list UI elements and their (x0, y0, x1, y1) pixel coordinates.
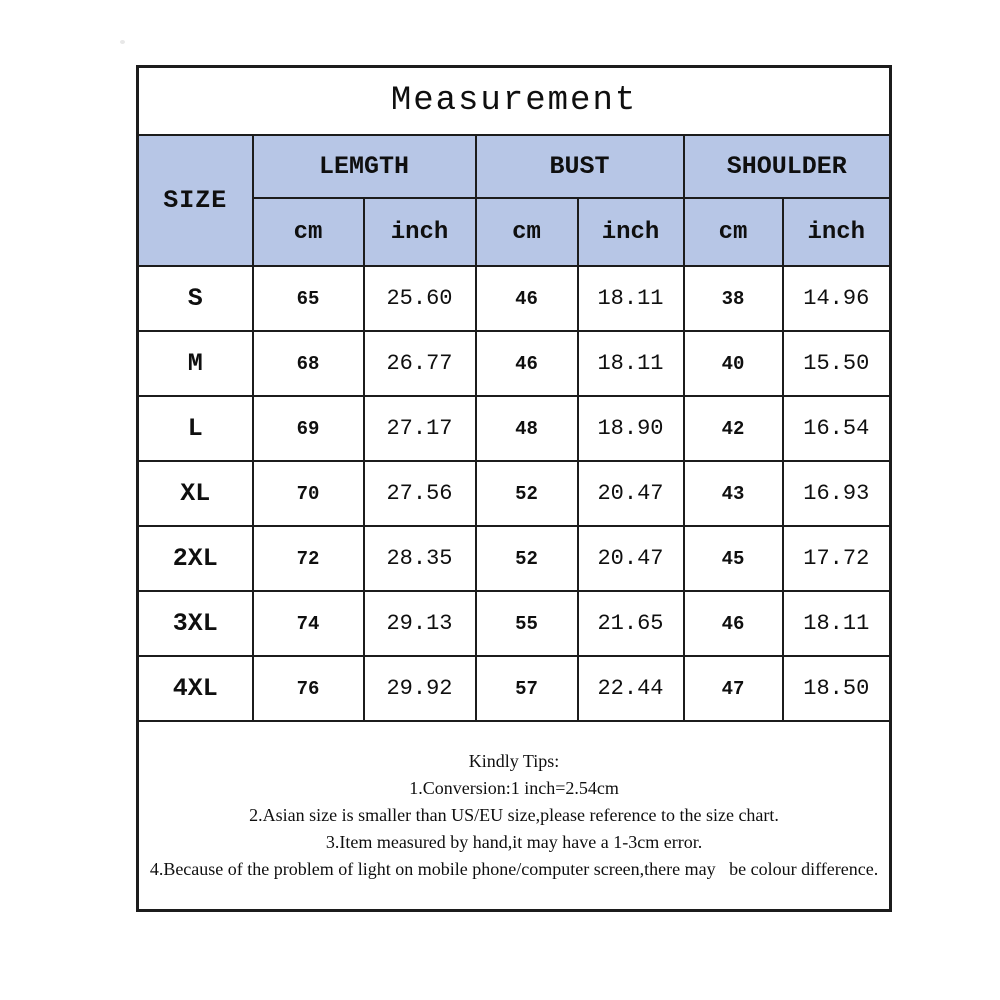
tip-line-4: 4.Because of the problem of light on mobile phone/computer screen,there may be colour difference. (149, 859, 879, 879)
value-cell: 57 (476, 656, 578, 721)
value-cell: 65 (253, 266, 364, 331)
table-row-2xl (138, 526, 891, 591)
table-row-m (138, 331, 891, 396)
value-cell: 45 (684, 526, 783, 591)
table-row-4xl (138, 656, 891, 721)
tip-line-1: 1.Conversion:1 inch=2.54cm (409, 778, 619, 798)
value-cell: 16.54 (783, 396, 891, 461)
value-cell: 52 (476, 461, 578, 526)
value-cell: 18.11 (578, 331, 684, 396)
tips-row (138, 721, 891, 911)
value-cell: 70 (253, 461, 364, 526)
value-cell: 18.90 (578, 396, 684, 461)
value-cell: 16.93 (783, 461, 891, 526)
value-cell: 52 (476, 526, 578, 591)
value-cell: 42 (684, 396, 783, 461)
value-cell: 69 (253, 396, 364, 461)
value-cell: 28.35 (364, 526, 476, 591)
column-header-size: SIZE (138, 135, 253, 266)
value-cell: 46 (684, 591, 783, 656)
value-cell: 68 (253, 331, 364, 396)
value-cell: 27.56 (364, 461, 476, 526)
unit-header-length-cm: cm (253, 198, 364, 266)
table-title: Measurement (138, 67, 891, 136)
tip-line-3: 3.Item measured by hand,it may have a 1-3cm error. (325, 832, 703, 852)
artifact-speck (120, 40, 125, 44)
value-cell: 48 (476, 396, 578, 461)
size-cell: 3XL (138, 591, 253, 656)
value-cell: 29.13 (364, 591, 476, 656)
value-cell: 20.47 (578, 461, 684, 526)
tips-cell (138, 721, 891, 911)
value-cell: 46 (476, 266, 578, 331)
value-cell: 40 (684, 331, 783, 396)
tips-heading: Kindly Tips: (468, 751, 560, 771)
measurement-table (136, 65, 892, 912)
size-cell: XL (138, 461, 253, 526)
value-cell: 29.92 (364, 656, 476, 721)
table-row-l (138, 396, 891, 461)
value-cell: 20.47 (578, 526, 684, 591)
value-cell: 76 (253, 656, 364, 721)
value-cell: 18.11 (783, 591, 891, 656)
table-row-s (138, 266, 891, 331)
size-cell: 2XL (138, 526, 253, 591)
value-cell: 14.96 (783, 266, 891, 331)
size-cell: L (138, 396, 253, 461)
value-cell: 15.50 (783, 331, 891, 396)
value-cell: 17.72 (783, 526, 891, 591)
unit-header-shoulder-inch: inch (783, 198, 891, 266)
table-row-xl (138, 461, 891, 526)
tip-line-2: 2.Asian size is smaller than US/EU size,please reference to the size chart. (249, 805, 779, 825)
column-group-length: LEMGTH (253, 135, 476, 198)
value-cell: 55 (476, 591, 578, 656)
value-cell: 21.65 (578, 591, 684, 656)
value-cell: 22.44 (578, 656, 684, 721)
column-group-bust: BUST (476, 135, 684, 198)
value-cell: 72 (253, 526, 364, 591)
value-cell: 43 (684, 461, 783, 526)
value-cell: 46 (476, 331, 578, 396)
unit-header-bust-inch: inch (578, 198, 684, 266)
size-cell: M (138, 331, 253, 396)
value-cell: 18.50 (783, 656, 891, 721)
value-cell: 74 (253, 591, 364, 656)
column-group-shoulder: SHOULDER (684, 135, 891, 198)
unit-header-shoulder-cm: cm (684, 198, 783, 266)
value-cell: 27.17 (364, 396, 476, 461)
value-cell: 38 (684, 266, 783, 331)
value-cell: 25.60 (364, 266, 476, 331)
size-cell: S (138, 266, 253, 331)
value-cell: 26.77 (364, 331, 476, 396)
size-cell: 4XL (138, 656, 253, 721)
header-group-row (138, 135, 891, 198)
unit-header-length-inch: inch (364, 198, 476, 266)
table-row-3xl (138, 591, 891, 656)
title-row (138, 67, 891, 136)
value-cell: 47 (684, 656, 783, 721)
unit-header-bust-cm: cm (476, 198, 578, 266)
value-cell: 18.11 (578, 266, 684, 331)
